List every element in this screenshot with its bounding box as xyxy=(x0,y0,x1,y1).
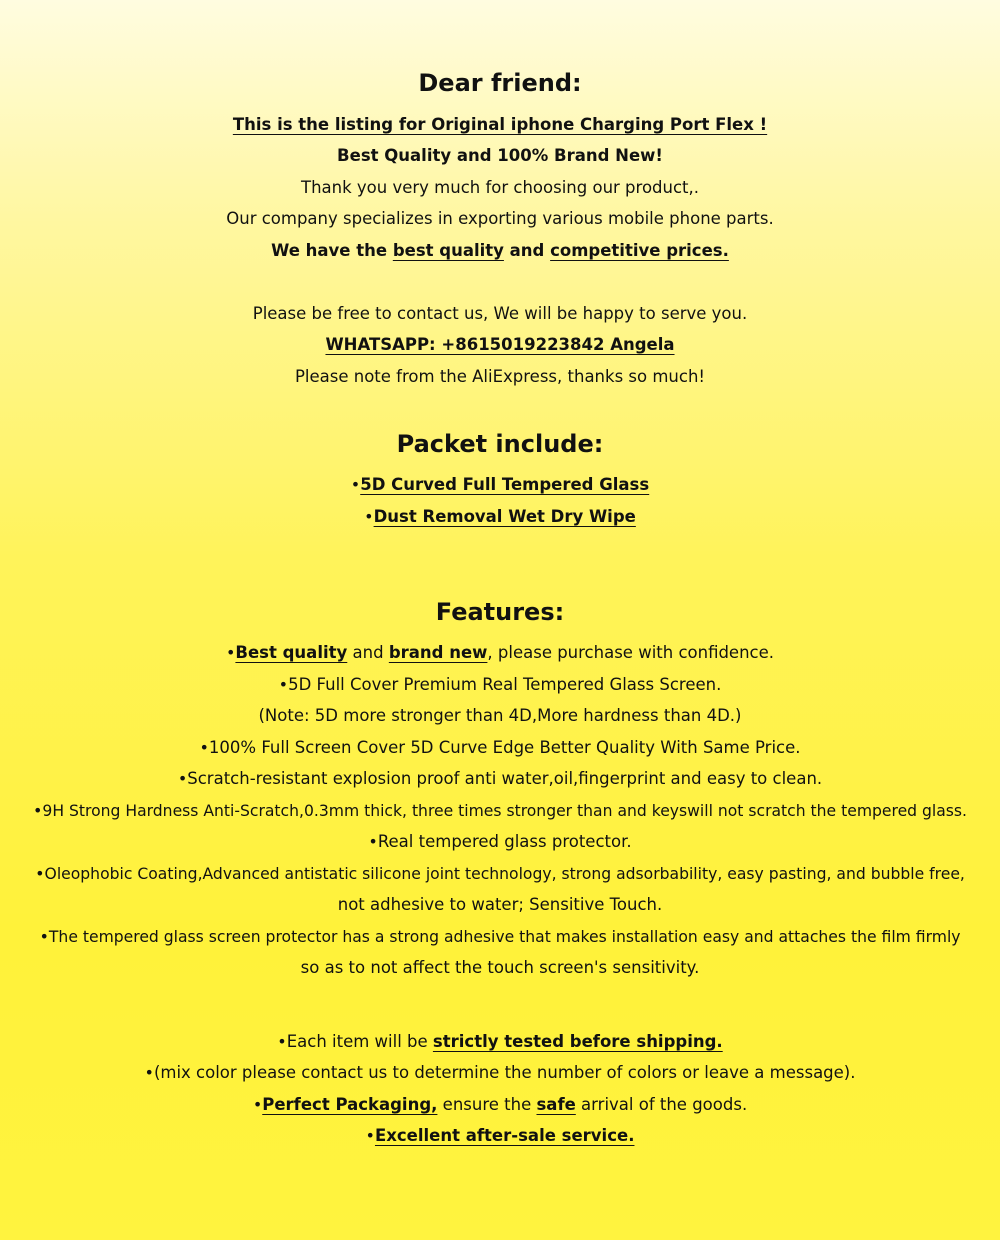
bullet-icon: • xyxy=(252,1095,263,1114)
packet-item-label: 5D Curved Full Tempered Glass xyxy=(360,475,650,494)
contact-line: Please be free to contact us, We will be happy to serve you. xyxy=(252,304,748,323)
feature-text: Real tempered glass protector. xyxy=(377,832,632,851)
quality-line xyxy=(0,240,1000,262)
service-text: arrival of the goods. xyxy=(575,1095,748,1114)
service-item xyxy=(0,1031,1000,1053)
feature-text: 9H Strong Hardness Anti-Scratch,0.3mm thick, three times stronger than and keyswill not scratch the tempered glass. xyxy=(42,802,968,820)
feature-text: , please purchase with confidence. xyxy=(487,643,775,662)
bullet-icon: • xyxy=(368,832,378,851)
feature-text: Scratch-resistant explosion proof anti water,oil,fingerprint and easy to clean. xyxy=(187,769,823,788)
listing-title: This is the listing for Original iphone Charging Port Flex ! xyxy=(232,115,768,134)
competitive-prices-text: competitive prices. xyxy=(550,241,729,260)
feature-text: The tempered glass screen protector has a strong adhesive that makes installation easy and attaches the film firmly xyxy=(48,928,961,946)
dear-friend-heading: Dear friend: xyxy=(418,69,582,97)
features-heading: Features: xyxy=(435,598,565,626)
perfect-packaging-text: Perfect Packaging, xyxy=(262,1095,438,1114)
bullet-icon: • xyxy=(39,927,49,946)
service-item xyxy=(0,1094,1000,1116)
packet-item xyxy=(0,474,1000,496)
quality-mid: and xyxy=(503,241,551,260)
bullet-icon: • xyxy=(32,801,43,820)
packet-item-label: Dust Removal Wet Dry Wipe xyxy=(373,507,636,526)
safe-text: safe xyxy=(536,1095,576,1114)
strictly-tested-text: strictly tested before shipping. xyxy=(432,1032,723,1051)
feature-item xyxy=(0,800,1000,822)
bullet-icon: • xyxy=(144,1063,154,1082)
feature-text: and xyxy=(347,643,389,662)
feature-item xyxy=(0,863,1000,885)
service-text: Each item will be xyxy=(286,1032,433,1051)
feature-item xyxy=(0,737,1000,759)
bullet-icon: • xyxy=(177,769,188,788)
bullet-icon: • xyxy=(278,675,289,694)
bullet-icon: • xyxy=(350,475,361,494)
bullet-icon: • xyxy=(365,1126,375,1145)
whatsapp-contact: WHATSAPP: +8615019223842 Angela xyxy=(325,335,675,354)
feature-item xyxy=(0,926,1000,948)
service-text: ensure the xyxy=(437,1095,537,1114)
quality-pre: We have the xyxy=(271,241,393,260)
feature-item xyxy=(0,674,1000,696)
best-quality-text: best quality xyxy=(392,241,504,260)
service-item xyxy=(0,1062,1000,1084)
feature-text: 100% Full Screen Cover 5D Curve Edge Better Quality With Same Price. xyxy=(208,738,801,757)
listing-line xyxy=(0,114,1000,136)
feature-continuation: so as to not affect the touch screen's sensitivity. xyxy=(300,958,700,977)
after-sale-service-text: Excellent after-sale service. xyxy=(374,1126,635,1145)
company-line: Our company specializes in exporting various mobile phone parts. xyxy=(226,209,774,228)
feature-continuation: not adhesive to water; Sensitive Touch. xyxy=(337,895,663,914)
brand-new-feature: brand new xyxy=(388,643,488,662)
service-item xyxy=(0,1125,1000,1147)
bullet-icon: • xyxy=(199,738,209,757)
bullet-icon: • xyxy=(225,643,236,662)
feature-text: 5D Full Cover Premium Real Tempered Glass Screen. xyxy=(288,675,722,694)
service-text: (mix color please contact us to determine the number of colors or leave a message). xyxy=(153,1063,856,1082)
whatsapp-line xyxy=(0,334,1000,356)
note-line: Please note from the AliExpress, thanks so much! xyxy=(294,367,706,386)
brand-new-line: Best Quality and 100% Brand New! xyxy=(337,146,663,165)
feature-note: (Note: 5D more stronger than 4D,More hardness than 4D.) xyxy=(258,706,742,725)
packet-include-heading: Packet include: xyxy=(396,430,604,458)
best-quality-feature: Best quality xyxy=(235,643,348,662)
feature-item xyxy=(0,768,1000,790)
bullet-icon: • xyxy=(364,507,374,526)
feature-item xyxy=(0,831,1000,853)
bullet-icon: • xyxy=(35,864,45,883)
thanks-line: Thank you very much for choosing our product,. xyxy=(300,178,700,197)
packet-item xyxy=(0,506,1000,528)
feature-text: Oleophobic Coating,Advanced antistatic silicone joint technology, strong adsorbability, easy pasting, and bubble free, xyxy=(44,865,965,883)
bullet-icon: • xyxy=(277,1032,287,1051)
feature-item xyxy=(0,642,1000,664)
